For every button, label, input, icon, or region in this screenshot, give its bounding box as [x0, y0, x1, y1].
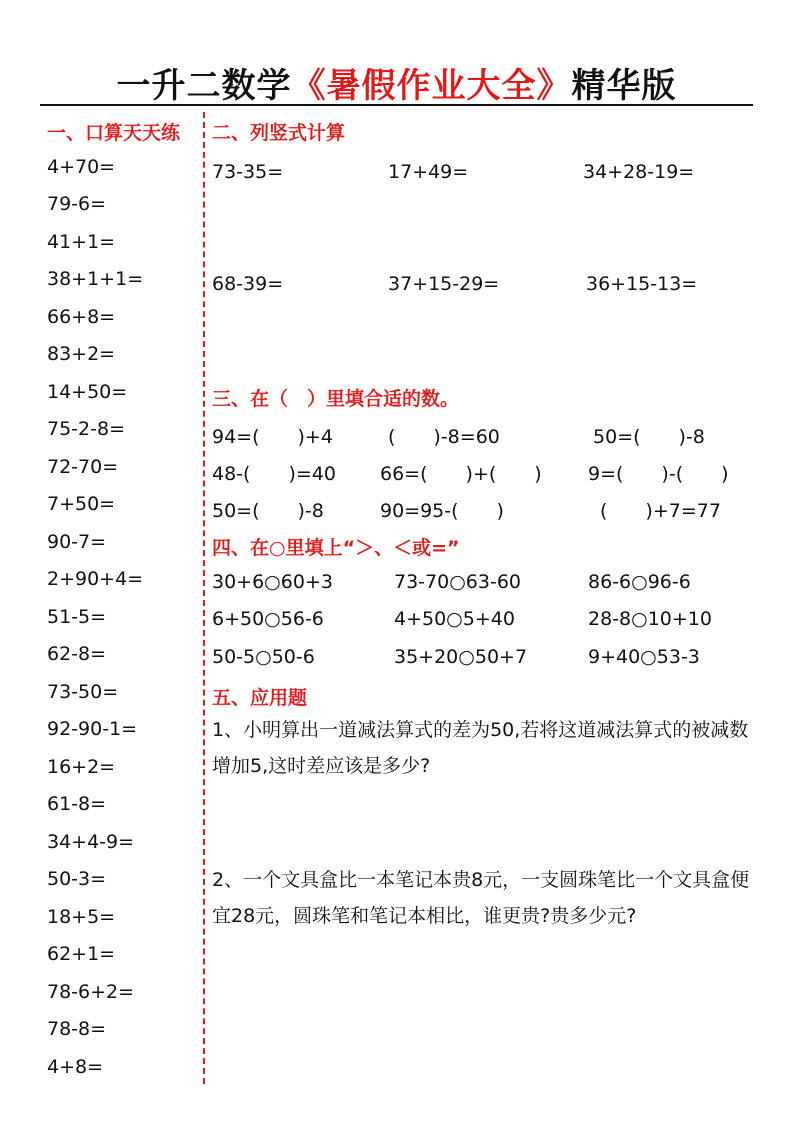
compare-item: 73-70○63-60: [394, 571, 521, 593]
mental-math-item: 61-8=: [47, 793, 107, 815]
word-problem-1: 1、小明算出一道减法算式的差为50,若将这道减法算式的被减数增加5,这时差应该是多少?: [212, 719, 749, 777]
mental-math-item: 62-8=: [47, 643, 107, 665]
section5-heading: 五、应用题: [212, 687, 308, 709]
column-divider: [203, 112, 205, 1084]
compare-item: 86-6○96-6: [588, 571, 691, 593]
column-calc-item: 73-35=: [212, 161, 284, 183]
section2-heading: 二、列竖式计算: [212, 122, 346, 144]
fill-blank-item: 50=( )-8: [593, 426, 705, 448]
title-underline: [40, 104, 753, 106]
fill-blank-item: 94=( )+4: [212, 426, 333, 448]
title-part-highlight: 《暑假作业大全》: [291, 66, 572, 106]
mental-math-item: 78-8=: [47, 1018, 107, 1040]
compare-item: 9+40○53-3: [588, 646, 700, 668]
compare-item: 30+6○60+3: [212, 571, 333, 593]
mental-math-item: 41+1=: [47, 231, 116, 253]
mental-math-item: 66+8=: [47, 306, 116, 328]
title-part-2: 精华版: [571, 66, 677, 106]
word-problem-2: 2、一个文具盒比一本笔记本贵8元，一支圆珠笔比一个文具盒便宜28元，圆珠笔和笔记本相比，谁更贵?贵多少元?: [212, 869, 750, 927]
column-calc-item: 37+15-29=: [388, 273, 500, 295]
mental-math-item: 7+50=: [47, 493, 116, 515]
mental-math-item: 16+2=: [47, 756, 116, 778]
column-calc-item: 17+49=: [388, 161, 469, 183]
mental-math-item: 50-3=: [47, 868, 107, 890]
compare-item: 35+20○50+7: [394, 646, 528, 668]
mental-math-item: 62+1=: [47, 943, 116, 965]
section3-heading: 三、在（ ）里填合适的数。: [212, 388, 460, 410]
compare-item: 50-5○50-6: [212, 646, 315, 668]
column-calc-item: 34+28-19=: [583, 161, 695, 183]
section4-heading: 四、在○里填上“＞、＜或=”: [212, 537, 460, 559]
mental-math-item: 51-5=: [47, 606, 107, 628]
compare-item: 6+50○56-6: [212, 608, 324, 630]
mental-math-item: 83+2=: [47, 343, 116, 365]
fill-blank-item: 90=95-( ): [380, 500, 504, 522]
mental-math-item: 92-90-1=: [47, 718, 138, 740]
fill-blank-item: 48-( )=40: [212, 463, 336, 485]
mental-math-item: 73-50=: [47, 681, 119, 703]
column-calc-item: 36+15-13=: [586, 273, 698, 295]
fill-blank-item: 50=( )-8: [212, 500, 324, 522]
compare-item: 28-8○10+10: [588, 608, 712, 630]
mental-math-item: 14+50=: [47, 381, 128, 403]
mental-math-item: 78-6+2=: [47, 981, 135, 1003]
mental-math-item: 75-2-8=: [47, 418, 125, 440]
compare-item: 4+50○5+40: [394, 608, 515, 630]
page-title: [0, 58, 793, 107]
mental-math-item: 18+5=: [47, 906, 116, 928]
mental-math-item: 34+4-9=: [47, 831, 135, 853]
mental-math-item: 4+8=: [47, 1056, 104, 1078]
title-part-1: 一升二数学: [116, 66, 292, 106]
section1-heading: 一、口算天天练: [47, 122, 181, 144]
mental-math-item: 90-7=: [47, 531, 107, 553]
fill-blank-item: ( )-8=60: [388, 426, 500, 448]
fill-blank-item: ( )+7=77: [600, 500, 721, 522]
mental-math-item: 79-6=: [47, 193, 107, 215]
fill-blank-item: 66=( )+( ): [380, 463, 542, 485]
mental-math-item: 38+1+1=: [47, 268, 144, 290]
mental-math-item: 4+70=: [47, 156, 116, 178]
column-calc-item: 68-39=: [212, 273, 284, 295]
fill-blank-item: 9=( )-( ): [588, 463, 729, 485]
mental-math-item: 2+90+4=: [47, 568, 144, 590]
mental-math-item: 72-70=: [47, 456, 119, 478]
